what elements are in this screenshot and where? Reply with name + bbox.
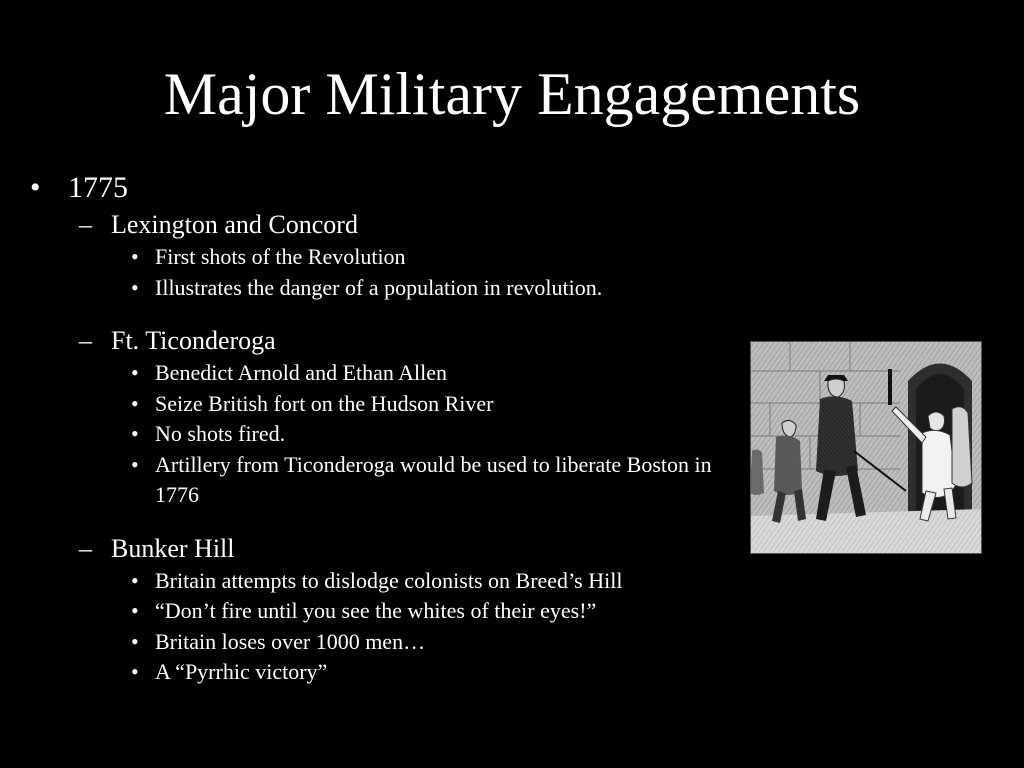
sub-bullet-text: Britain attempts to dislodge colonists on Breed’s Hill xyxy=(155,567,623,593)
sub-bullet-text: First shots of the Revolution xyxy=(155,244,406,269)
sub-bullet xyxy=(0,596,1024,627)
sub-bullet-text: No shots fired. xyxy=(155,421,286,446)
bullet-marker: • xyxy=(131,274,139,300)
sub-bullet xyxy=(0,657,1024,688)
section-heading-text: Ft. Ticonderoga xyxy=(111,326,276,355)
section-heading-lexington xyxy=(0,208,1024,242)
slide-title: Major Military Engagements xyxy=(163,61,861,127)
bullet-marker: • xyxy=(30,171,41,204)
sub-bullet xyxy=(0,242,1024,273)
sub-bullet-text: Artillery from Ticonderoga would be used to liberate Boston in 1776 xyxy=(155,451,712,507)
sub-bullet-text: “Don’t fire until you see the whites of their eyes!” xyxy=(155,598,597,623)
bullet-marker: • xyxy=(131,567,139,593)
sub-bullet-text: Benedict Arnold and Ethan Allen xyxy=(155,360,448,385)
section-heading-text: Bunker Hill xyxy=(111,533,235,563)
year-text: 1775 xyxy=(68,171,128,204)
spacer xyxy=(0,303,1024,324)
bullet-marker: • xyxy=(131,451,139,477)
sub-bullet-text: A “Pyrrhic victory” xyxy=(155,659,328,684)
section-heading-text: Lexington and Concord xyxy=(111,210,358,239)
bullet-marker: • xyxy=(131,360,139,385)
dash-marker: – xyxy=(79,210,92,239)
bullet-marker: • xyxy=(131,659,139,684)
sub-bullet-text: Britain loses over 1000 men… xyxy=(155,628,426,654)
sub-bullet-text: Illustrates the danger of a population in revolution. xyxy=(155,274,603,300)
bullet-marker: • xyxy=(131,628,139,654)
bullet-marker: • xyxy=(131,421,139,446)
dash-marker: – xyxy=(79,533,92,563)
illustration-drawing xyxy=(750,341,982,554)
historical-illustration xyxy=(750,341,982,554)
sub-bullet xyxy=(0,450,715,511)
sub-bullet-text: Seize British fort on the Hudson River xyxy=(155,390,494,416)
bullet-marker: • xyxy=(131,390,139,416)
bullet-marker: • xyxy=(131,598,139,623)
bullet-marker: • xyxy=(131,244,139,269)
dash-marker: – xyxy=(79,326,92,355)
sub-bullet xyxy=(0,273,1024,304)
sub-bullet xyxy=(0,627,1024,658)
bullet-year xyxy=(0,168,1024,208)
sub-bullet xyxy=(0,566,1024,597)
